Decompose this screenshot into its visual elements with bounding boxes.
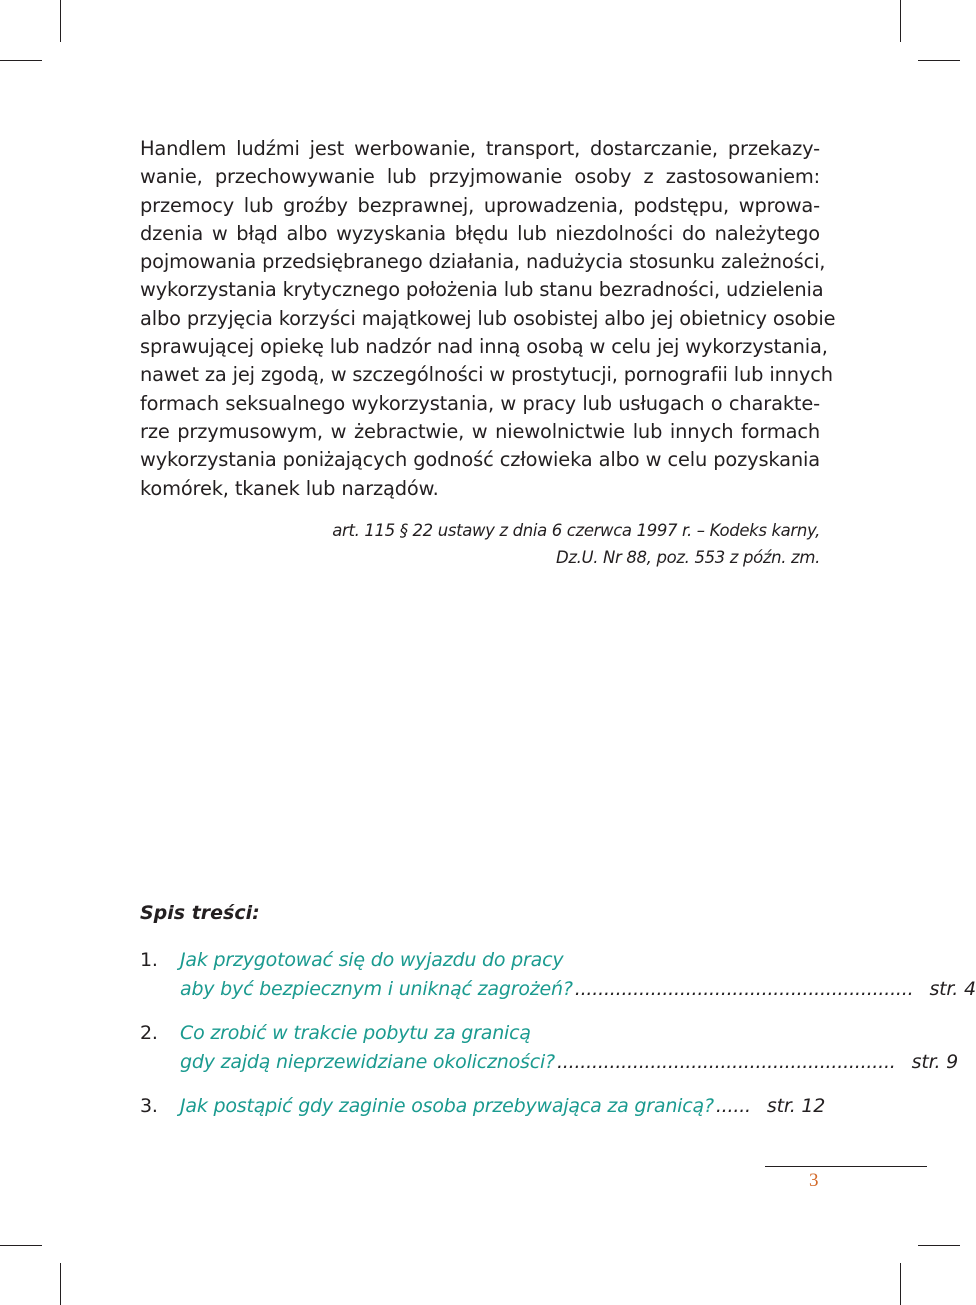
crop-mark-top-left-horizontal — [0, 60, 42, 61]
paragraph-line: wykorzystania krytycznego położenia lub stanu bezradności, udzielenia — [140, 278, 824, 302]
table-of-contents — [140, 946, 976, 1121]
toc-item-2[interactable] — [140, 1019, 959, 1077]
toc-page-ref: str. 12 — [766, 1095, 826, 1117]
crop-mark-bottom-right-horizontal — [918, 1245, 960, 1246]
paragraph-line: sprawującej opiekę lub nadzór nad inną osobą w celu jej wykorzystania, — [140, 335, 828, 359]
toc-title: Spis treści: — [140, 902, 260, 924]
paragraph-line: komórek, tkanek lub narządów. — [140, 476, 439, 500]
paragraph-line: dzenia w błąd albo wyzyskania błędu lub niezdolności do należytego — [140, 221, 820, 245]
paragraph-line: albo przyjęcia korzyści majątkowej lub osobistej albo jej obietnicy osobie — [140, 306, 836, 330]
toc-item-title-line-1[interactable]: Jak postąpić gdy zaginie osoba przebywająca za granicą? — [180, 1095, 714, 1117]
toc-item-title-line-2[interactable]: gdy zajdą nieprzewidziane okoliczności? — [180, 1051, 555, 1073]
toc-page-ref: str. 4 — [929, 978, 976, 1000]
toc-item-number: 2. — [140, 1022, 158, 1044]
citation-line-2: Dz.U. Nr 88, poz. 553 z późn. zm. — [555, 548, 820, 567]
toc-item-number: 1. — [140, 949, 158, 971]
toc-leader-dots: .......................................................... — [556, 1051, 896, 1073]
crop-mark-bottom-right-vertical — [900, 1263, 901, 1305]
paragraph-line: wykorzystania poniżających godność człowieka albo w celu pozyskania — [140, 448, 820, 472]
footer-rule — [765, 1166, 927, 1167]
paragraph-line: pojmowania przedsiębranego działania, nadużycia stosunku zależności, — [140, 250, 826, 274]
toc-leader-dots: ...... — [715, 1095, 751, 1117]
legal-definition-paragraph — [140, 135, 836, 503]
paragraph-line: przemocy lub groźby bezprawnej, uprowadzenia, podstępu, wprowa- — [140, 193, 820, 217]
toc-item-title-line-2[interactable]: aby być bezpiecznym i uniknąć zagrożeń? — [180, 978, 573, 1000]
toc-item-number: 3. — [140, 1095, 158, 1117]
toc-item-title-line-1[interactable]: Jak przygotować się do wyjazdu do pracy — [180, 949, 564, 971]
crop-mark-top-right-horizontal — [918, 60, 960, 61]
toc-item-3[interactable] — [140, 1092, 826, 1121]
toc-page-ref: str. 9 — [911, 1051, 959, 1073]
citation-line-1: art. 115 § 22 ustawy z dnia 6 czerwca 1997 r. – Kodeks karny, — [332, 521, 820, 540]
legal-citation — [332, 517, 820, 571]
paragraph-line: wanie, przechowywanie lub przyjmowanie osoby z zastosowaniem: — [140, 165, 820, 189]
crop-mark-top-left-vertical — [60, 0, 61, 42]
toc-leader-dots: .......................................................... — [574, 978, 914, 1000]
crop-mark-bottom-left-horizontal — [0, 1245, 42, 1246]
toc-item-title-line-1[interactable]: Co zrobić w trakcie pobytu za granicą — [180, 1022, 531, 1044]
toc-item-1[interactable] — [140, 946, 976, 1004]
paragraph-line: nawet za jej zgodą, w szczególności w prostytucji, pornografii lub innych — [140, 363, 833, 387]
crop-mark-bottom-left-vertical — [60, 1263, 61, 1305]
paragraph-line: Handlem ludźmi jest werbowanie, transport, dostarczanie, przekazy- — [140, 137, 820, 160]
page-number: 3 — [809, 1170, 819, 1191]
crop-mark-top-right-vertical — [900, 0, 901, 42]
paragraph-line: formach seksualnego wykorzystania, w pracy lub usługach o charakte- — [140, 391, 820, 415]
paragraph-line: rze przymusowym, w żebractwie, w niewolnictwie lub innych formach — [140, 419, 820, 443]
